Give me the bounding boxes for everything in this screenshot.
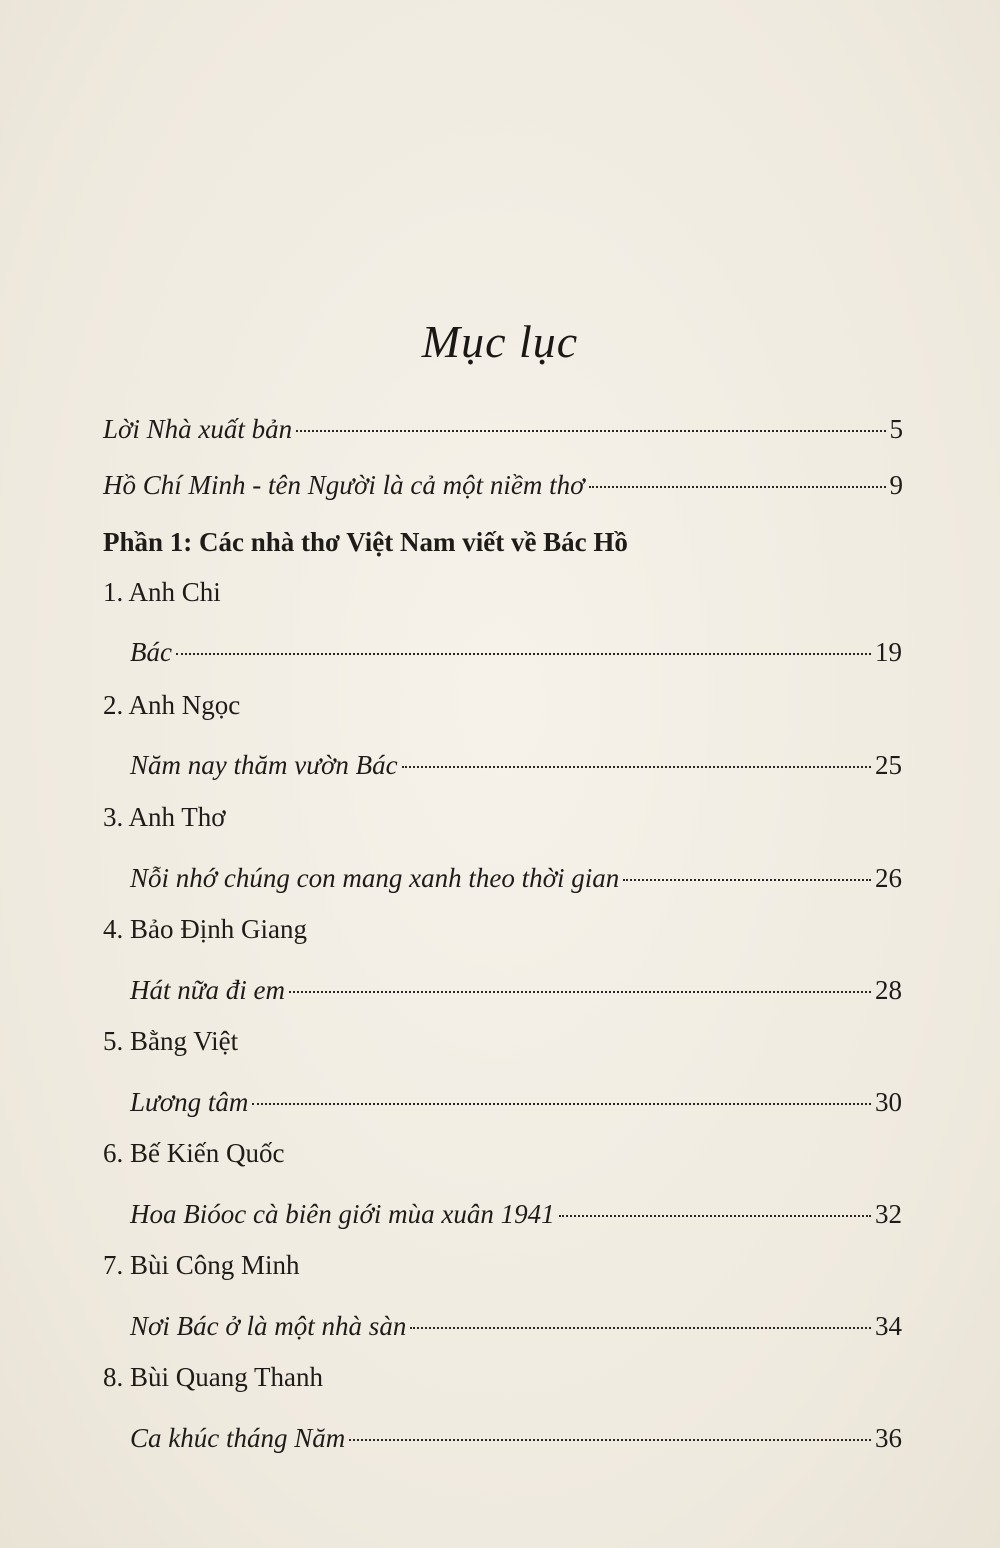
toc-entry-label: Nỗi nhớ chúng con mang xanh theo thời gian [130,863,620,893]
toc-entry-poem [130,1085,902,1119]
author-name: 2. Anh Ngọc [103,690,241,720]
toc-page-number: 25 [875,750,902,780]
part-heading: Phần 1: Các nhà thơ Việt Nam viết về Bác Hồ [103,527,628,557]
dot-leader [589,486,886,488]
toc-page-number: 9 [889,470,903,500]
toc-page-number: 32 [875,1199,902,1229]
toc-entry-label: Bác [130,637,172,667]
author-name: 3. Anh Thơ [103,802,226,832]
dot-leader [623,879,871,881]
toc-entry-label: Lời Nhà xuất bản [103,414,293,444]
toc-page-number: 34 [875,1311,902,1341]
dot-leader [410,1327,871,1329]
toc-entry-label: Ca khúc tháng Năm [130,1423,346,1453]
toc-entry-label: Năm nay thăm vườn Bác [130,750,398,780]
toc-entry-label: Nơi Bác ở là một nhà sàn [130,1311,407,1341]
toc-page-number: 26 [875,863,902,893]
toc-entry-poem [130,635,902,669]
dot-leader [296,430,885,432]
toc-entry-label: Hát nữa đi em [130,975,285,1005]
toc-page-number: 30 [875,1087,902,1117]
toc-page-number: 19 [875,637,902,667]
author-name: 5. Bằng Việt [103,1026,239,1056]
toc-entry-poem [130,861,902,895]
dot-leader [176,653,871,655]
toc-entry-poem [130,973,902,1007]
page-title: Mục lục [421,316,579,367]
toc-page-number: 36 [875,1423,902,1453]
toc-entry-poem [130,748,902,782]
toc-entry-intro [103,468,903,502]
author-name: 8. Bùi Quang Thanh [103,1362,323,1392]
toc-entry-label: Hồ Chí Minh - tên Người là cả một niềm thơ [103,470,585,500]
toc-entry-poem [130,1309,902,1343]
toc-entry-label: Lương tâm [130,1087,249,1117]
dot-leader [559,1215,871,1217]
dot-leader [289,991,871,993]
toc-entry-publisher-note [103,412,903,446]
toc-page-number: 5 [889,414,903,444]
toc-entry-poem [130,1197,902,1231]
toc-page-number: 28 [875,975,902,1005]
toc-entry-poem [130,1421,902,1455]
dot-leader [252,1103,871,1105]
author-name: 4. Bảo Định Giang [103,914,307,944]
author-name: 1. Anh Chi [103,577,221,607]
author-name: 6. Bế Kiến Quốc [103,1138,285,1168]
toc-entry-label: Hoa Bióoc cà biên giới mùa xuân 1941 [130,1199,555,1229]
dot-leader [349,1439,871,1441]
dot-leader [402,766,871,768]
author-name: 7. Bùi Công Minh [103,1250,300,1280]
